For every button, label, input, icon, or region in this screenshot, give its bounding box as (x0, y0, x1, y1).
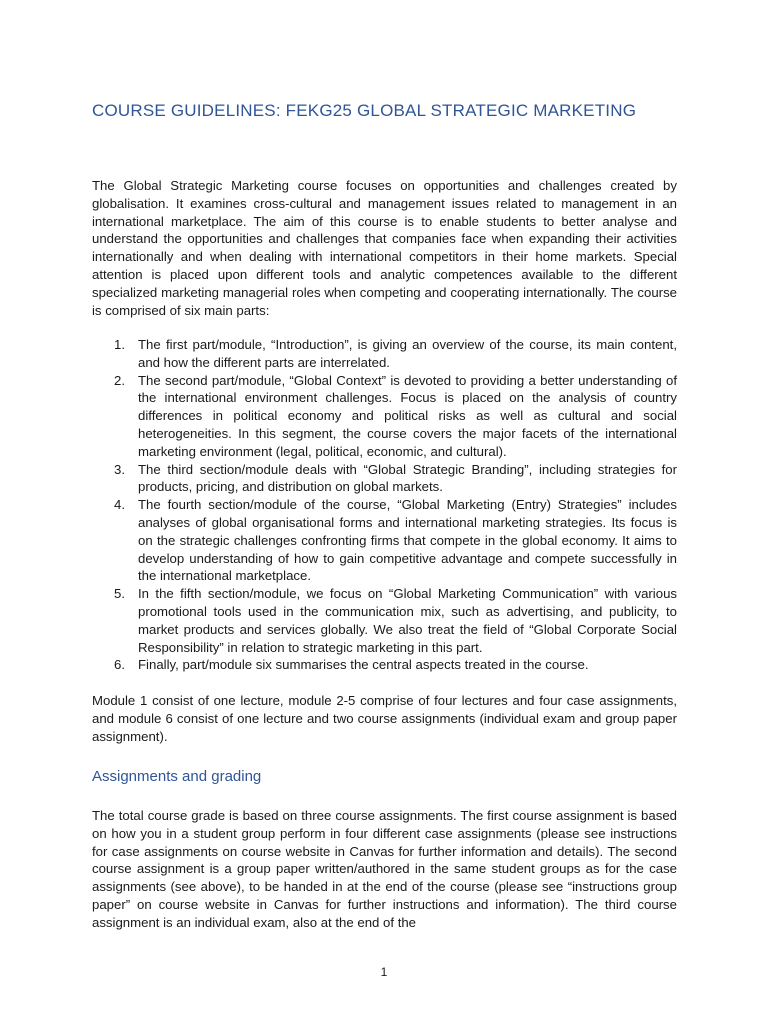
list-item (92, 336, 677, 372)
section-heading-assignments: Assignments and grading (92, 768, 262, 785)
list-item-number: 6. (114, 657, 125, 673)
list-item-number: 2. (114, 372, 125, 388)
list-item (92, 461, 677, 497)
list-item (92, 496, 677, 585)
list-item-number: 4. (114, 497, 125, 513)
list-item-number: 5. (114, 586, 125, 602)
list-item-text: The first part/module, “Introduction”, is giving an overview of the course, its main content, and how the different parts are interrelated. (138, 337, 677, 370)
list-item-text: The second part/module, “Global Context” is devoted to providing a better understanding of the international environment challenges. Focus is placed on the analysis of country differences in political economy and political risks as well as cultural and social heterogeneities. In this segment, the course covers the major facets of the international marketing environment (legal, political, economic, and cultural). (138, 372, 677, 459)
list-item-text: The third section/module deals with “Global Strategic Branding”, including strategies for products, pricing, and distribution on global markets. (138, 461, 677, 495)
list-item-number: 1. (114, 337, 125, 352)
modules-list (92, 336, 677, 674)
list-item (92, 372, 677, 461)
list-item-text: In the fifth section/module, we focus on “Global Marketing Communication” with various promotional tools used in the communication mix, such as advertising, and publicity, to market products and services globally. We also treat the field of “Global Corporate Social Responsibility” in relation to strategic marketing in this part. (138, 586, 677, 655)
module-summary-paragraph: Module 1 consist of one lecture, module 2-5 comprise of four lectures and four case assignments, and module 6 consist of one lecture and two course assignments (individual exam and group paper assignment). (92, 693, 677, 744)
page-title: COURSE GUIDELINES: FEKG25 GLOBAL STRATEGIC MARKETING (92, 101, 637, 120)
grading-paragraph: The total course grade is based on three course assignments. The first course assignment is based on how you in a student group perform in four different case assignments (please see instructions for case assignments on course website in Canvas for further information and details). The second course assignment is a group paper written/authored in the same student groups as for the case assignments (see above), to be handed in at the end of the course (please see “instructions group paper” on course website in Canvas for further instructions and information). The third course assignment is an individual exam, also at the end of the (92, 808, 677, 930)
intro-paragraph: The Global Strategic Marketing course focuses on opportunities and challenges created by globalisation. It examines cross-cultural and management issues related to management in an international marketplace. The aim of this course is to enable students to better analyse and understand the opportunities and challenges that companies face when expanding their activities internationally and when dealing with international competitors in their home markets. Special attention is placed upon different tools and analytic competences available to the different specialized marketing managerial roles when competing and cooperating internationally. The course is comprised of six main parts: (92, 178, 677, 318)
page-number: 1 (380, 965, 388, 979)
list-item-number: 3. (114, 461, 125, 477)
list-item-text: The fourth section/module of the course, “Global Marketing (Entry) Strategies” includes analyses of global organisational forms and international marketing strategies. Its focus is on the strategic challenges confronting firms that compete in the global economy. It aims to develop understanding of how to gain competitive advantage and compete successfully in the international marketplace. (138, 497, 677, 584)
list-item (92, 585, 677, 656)
list-item (92, 656, 677, 674)
list-item-text: Finally, part/module six summarises the central aspects treated in the course. (138, 657, 589, 673)
